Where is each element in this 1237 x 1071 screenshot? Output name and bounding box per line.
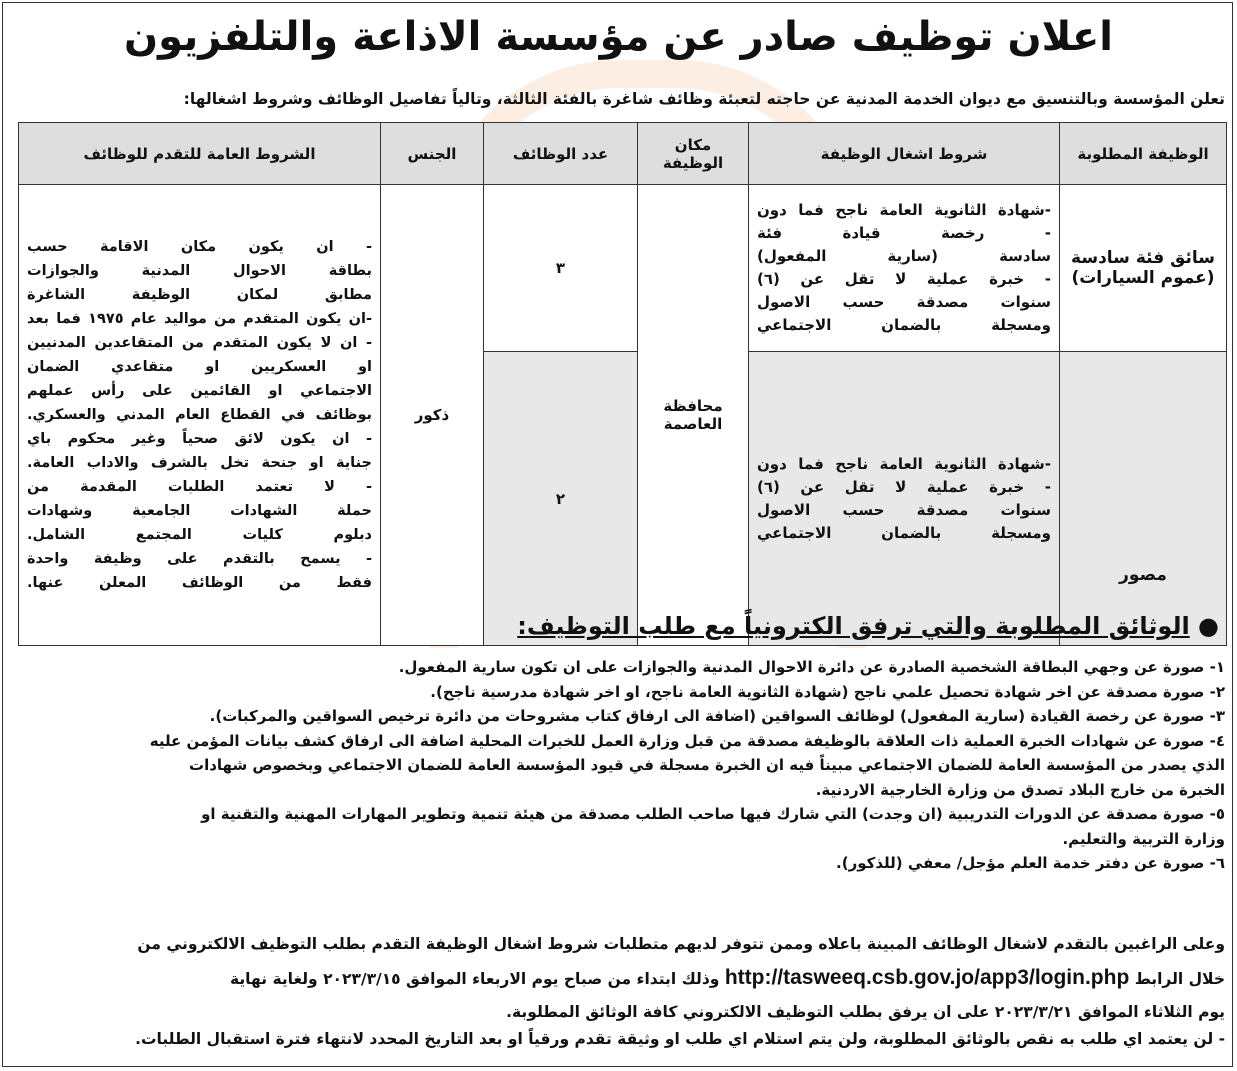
- general-line: حملة الشهادات الجامعية وشهادات: [27, 503, 372, 519]
- list-item: ٥- صورة مصدقة عن الدورات التدريبية (ان وجدت) التي شارك فيها صاحب الطلب مصدقة من هيئة تنمية وتطوير المهارات المهنية والتقنية او: [201, 805, 1225, 823]
- closing-note: - لن يعتمد اي طلب به نقص بالوثائق المطلوبة، ولن يتم استلام اي طلب او وثيقة تقدم ورقياً او بعد التاريخ المحدد لانتهاء فترة استقبال الطلبات.: [135, 1030, 1225, 1048]
- application-link[interactable]: http://tasweeq.csb.gov.jo/app3/login.php: [724, 966, 1130, 989]
- documents-heading-text: الوثائق المطلوبة والتي ترفق الكترونياً مع طلب التوظيف:: [517, 612, 1190, 640]
- job-count: ٢: [484, 352, 638, 646]
- apply-line: يوم الثلاثاء الموافق ٢٠٢٣/٣/٢١ على ان يرفق بطلب التوظيف الالكتروني كافة الوثائق المطلوبة.: [506, 1003, 1225, 1021]
- list-item: ٦- صورة عن دفتر خدمة العلم مؤجل/ معفي (للذكور).: [836, 854, 1225, 872]
- application-instructions: [10, 928, 1225, 1029]
- condition-line: سادسة (سارية المفعول): [757, 247, 1051, 265]
- condition-line: ومسجلة بالضمان الاجتماعي: [757, 316, 1051, 334]
- job-place: محافظة العاصمة: [638, 185, 749, 646]
- general-line: - يسمح بالتقدم على وظيفة واحدة: [27, 551, 372, 567]
- list-item: ٤- صورة عن شهادات الخبرة العملية ذات العلاقة بالوظيفة مصدقة من قبل وزارة العمل للخبرات المحلية اضافة الى ارفاق كشف بيانات المؤمن عليه: [149, 731, 1225, 750]
- list-item: ٢- صورة مصدقة عن اخر شهادة تحصيل علمي ناجح (شهادة الثانوية العامة ناجح، او اخر شهادة مدرسية ناجح).: [430, 682, 1225, 701]
- general-conditions: [19, 185, 381, 646]
- intro-text: تعلن المؤسسة وبالتنسيق مع ديوان الخدمة المدنية عن حاجته لتعبئة وظائف شاغرة بالفئة الثالثة، وتالياً تفاصيل الوظائف وشروط اشغالها:: [183, 90, 1225, 108]
- header-conditions: شروط اشغال الوظيفة: [749, 123, 1060, 185]
- job-title: سائق فئة سادسة (عموم السيارات): [1060, 185, 1227, 352]
- job-title: مصور: [1060, 352, 1227, 646]
- general-line: جناية او جنحة تخل بالشرف والاداب العامة.: [27, 455, 372, 471]
- condition-line: -شهادة الثانوية العامة ناجح فما دون: [757, 201, 1051, 219]
- job-conditions: [749, 185, 1060, 352]
- header-job: الوظيفة المطلوبة: [1060, 123, 1227, 185]
- table-row: [19, 185, 1227, 352]
- job-gender: ذكور: [381, 185, 484, 646]
- page-title: اعلان توظيف صادر عن مؤسسة الاذاعة والتلفزيون: [123, 14, 1113, 60]
- list-item: ٣- صورة عن رخصة القيادة (سارية المفعول) لوظائف السواقين (اضافة الى ارفاق كتاب مشروحات من دائرة ترخيص السواقين والمركبات).: [209, 707, 1225, 725]
- job-count: ٣: [484, 185, 638, 352]
- general-line: مطابق لمكان الوظيفة الشاغرة: [27, 287, 372, 303]
- condition-line: - خبرة عملية لا تقل عن (٦): [757, 270, 1051, 288]
- general-line: بوظائف في القطاع العام المدني والعسكري.: [27, 407, 372, 423]
- condition-line: ومسجلة بالضمان الاجتماعي: [757, 523, 1051, 542]
- documents-list: [10, 655, 1225, 876]
- header-place: مكان الوظيفة: [638, 123, 749, 185]
- job-conditions: [749, 352, 1060, 646]
- general-line: - لا تعتمد الطلبات المقدمة من: [27, 479, 372, 495]
- general-line: - ان يكون مكان الاقامة حسب: [27, 239, 372, 255]
- general-line: بطاقة الاحوال المدنية والجوازات: [27, 263, 372, 279]
- table-header: [19, 123, 1227, 185]
- header-general: الشروط العامة للتقدم للوظائف: [19, 123, 381, 185]
- general-line: دبلوم كليات المجتمع الشامل.: [27, 527, 372, 543]
- apply-line: [10, 961, 1225, 996]
- apply-line: وعلى الراغبين بالتقدم لاشغال الوظائف المبينة باعلاه وممن تتوفر لديهم متطلبات شروط اشغال الوظيفة التقدم بطلب التوظيف الالكتروني من: [137, 935, 1225, 953]
- documents-heading: ● الوثائق المطلوبة والتي ترفق الكترونياً مع طلب التوظيف:: [517, 612, 1219, 640]
- general-line: -ان يكون المتقدم من مواليد عام ١٩٧٥ فما بعد: [27, 311, 372, 327]
- list-item: ١- صورة عن وجهي البطاقة الشخصية الصادرة عن دائرة الاحوال المدنية والجوازات على ان تكون سارية المفعول.: [398, 658, 1225, 676]
- list-item: وزارة التربية والتعليم.: [1062, 829, 1225, 848]
- general-line: او العسكريين او متقاعدي الضمان: [27, 359, 372, 375]
- condition-line: سنوات مصدقة حسب الاصول: [757, 500, 1051, 519]
- list-item: الذي يصدر من المؤسسة العامة للضمان الاجتماعي مبيناً فيه ان الخبرة مسجلة في قيود المؤسسة العامة للضمان الاجتماعي وبخصوص شهادات: [189, 756, 1225, 774]
- apply-text: خلال الرابط: [1134, 970, 1225, 988]
- condition-line: - خبرة عملية لا تقل عن (٦): [757, 477, 1051, 496]
- general-line: - ان يكون لائق صحياً وغير محكوم باي: [27, 431, 372, 447]
- condition-line: - رخصة قيادة فئة: [757, 224, 1051, 242]
- header-gender: الجنس: [381, 123, 484, 185]
- jobs-table: [18, 122, 1227, 646]
- condition-line: -شهادة الثانوية العامة ناجح فما دون: [757, 454, 1051, 473]
- general-line: فقط من الوظائف المعلن عنها.: [27, 575, 372, 591]
- list-item: الخبرة من خارج البلاد تصدق من وزارة الخارجية الاردنية.: [815, 780, 1225, 799]
- header-count: عدد الوظائف: [484, 123, 638, 185]
- general-line: الاجتماعي او القائمين على رأس عملهم: [27, 383, 372, 399]
- general-line: - ان لا يكون المتقدم من المتقاعدين المدنيين: [27, 335, 372, 351]
- condition-line: سنوات مصدقة حسب الاصول: [757, 293, 1051, 311]
- apply-text: وذلك ابتداء من صباح يوم الاربعاء الموافق ٢٠٢٣/٣/١٥ ولغاية نهاية: [229, 970, 720, 988]
